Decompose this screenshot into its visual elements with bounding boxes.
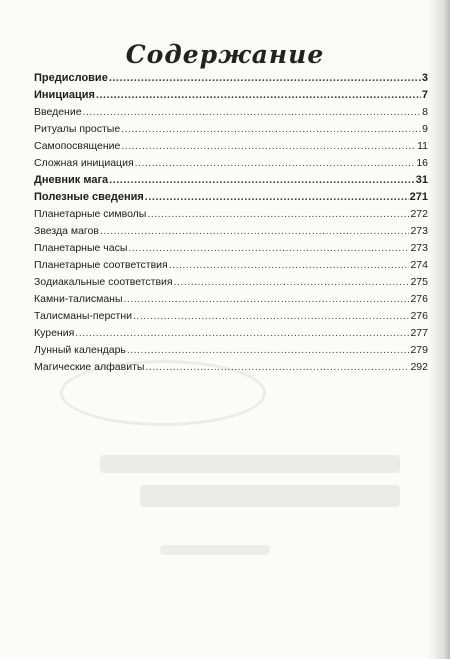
toc-entry [34,87,428,104]
toc-entry [34,274,428,291]
toc-entry-page: 279 [410,344,428,356]
toc-entry [34,291,428,308]
toc-leader-dots [135,155,416,172]
toc-entry-label: Ритуалы простые [34,123,121,135]
toc-entry-page: 31 [415,174,428,186]
toc-leader-dots [83,104,422,121]
toc-entry-label: Зодиакальные соответствия [34,276,173,288]
toc-entry-label: Предисловие [34,72,108,84]
toc-leader-dots [109,172,415,189]
toc-entry-label: Магические алфавиты [34,361,145,373]
toc-entry-label: Планетарные часы [34,242,128,254]
page-edge-shadow [428,0,450,659]
toc-entry-label: Талисманы-перстни [34,310,133,322]
toc-entry [34,104,428,121]
toc-leader-dots [133,308,409,325]
toc-leader-dots [124,291,410,308]
toc-entry [34,308,428,325]
toc-leader-dots [174,274,410,291]
toc-entry-page: 11 [417,140,428,152]
toc-entry-label: Планетарные символы [34,208,147,220]
toc-leader-dots [121,121,421,138]
toc-entry-label: Самопосвящение [34,140,121,152]
toc-entry [34,189,428,206]
toc-entry [34,257,428,274]
toc-entry-label: Планетарные соответствия [34,259,168,271]
show-through-line-3 [160,545,270,555]
show-through-print [60,360,420,600]
toc-entry-label: Курения [34,327,75,339]
toc-entry-label: Сложная инициация [34,157,134,169]
toc-entry [34,359,428,376]
toc-entry-page: 9 [422,123,428,135]
toc-entry [34,155,428,172]
table-of-contents [34,70,428,376]
toc-entry-page: 276 [410,310,428,322]
toc-leader-dots [145,189,409,206]
toc-entry [34,172,428,189]
toc-entry-label: Введение [34,106,82,118]
show-through-line-1 [100,455,400,473]
toc-leader-dots [121,138,416,155]
toc-entry-label: Дневник мага [34,174,109,186]
toc-entry [34,342,428,359]
toc-entry-label: Лунный календарь [34,344,126,356]
toc-entry-page: 3 [421,72,428,84]
toc-entry [34,70,428,87]
toc-entry-page: 272 [410,208,428,220]
toc-entry [34,206,428,223]
toc-entry-page: 275 [410,276,428,288]
toc-leader-dots [169,257,410,274]
show-through-line-2 [140,485,400,507]
toc-leader-dots [109,70,421,87]
toc-entry-page: 16 [416,157,428,169]
toc-entry [34,240,428,257]
toc-entry-page: 8 [422,106,428,118]
contents-title: Содержание [125,40,325,69]
toc-entry-page: 7 [421,89,428,101]
toc-entry-page: 277 [410,327,428,339]
toc-entry-label: Звезда магов [34,225,99,237]
toc-entry-page: 292 [410,361,428,373]
toc-entry [34,121,428,138]
toc-leader-dots [100,223,410,240]
toc-entry-page: 274 [410,259,428,271]
toc-entry-label: Полезные сведения [34,191,144,203]
toc-leader-dots [96,87,421,104]
toc-entry [34,223,428,240]
toc-entry-page: 276 [410,293,428,305]
toc-leader-dots [127,342,410,359]
toc-entry [34,138,428,155]
toc-entry-page: 271 [409,191,428,203]
toc-leader-dots [147,206,409,223]
toc-entry-page: 273 [410,225,428,237]
toc-leader-dots [75,325,409,342]
toc-entry [34,325,428,342]
toc-leader-dots [145,359,409,376]
toc-leader-dots [128,240,409,257]
toc-entry-label: Инициация [34,89,95,101]
toc-entry-label: Камни-талисманы [34,293,123,305]
toc-entry-page: 273 [410,242,428,254]
